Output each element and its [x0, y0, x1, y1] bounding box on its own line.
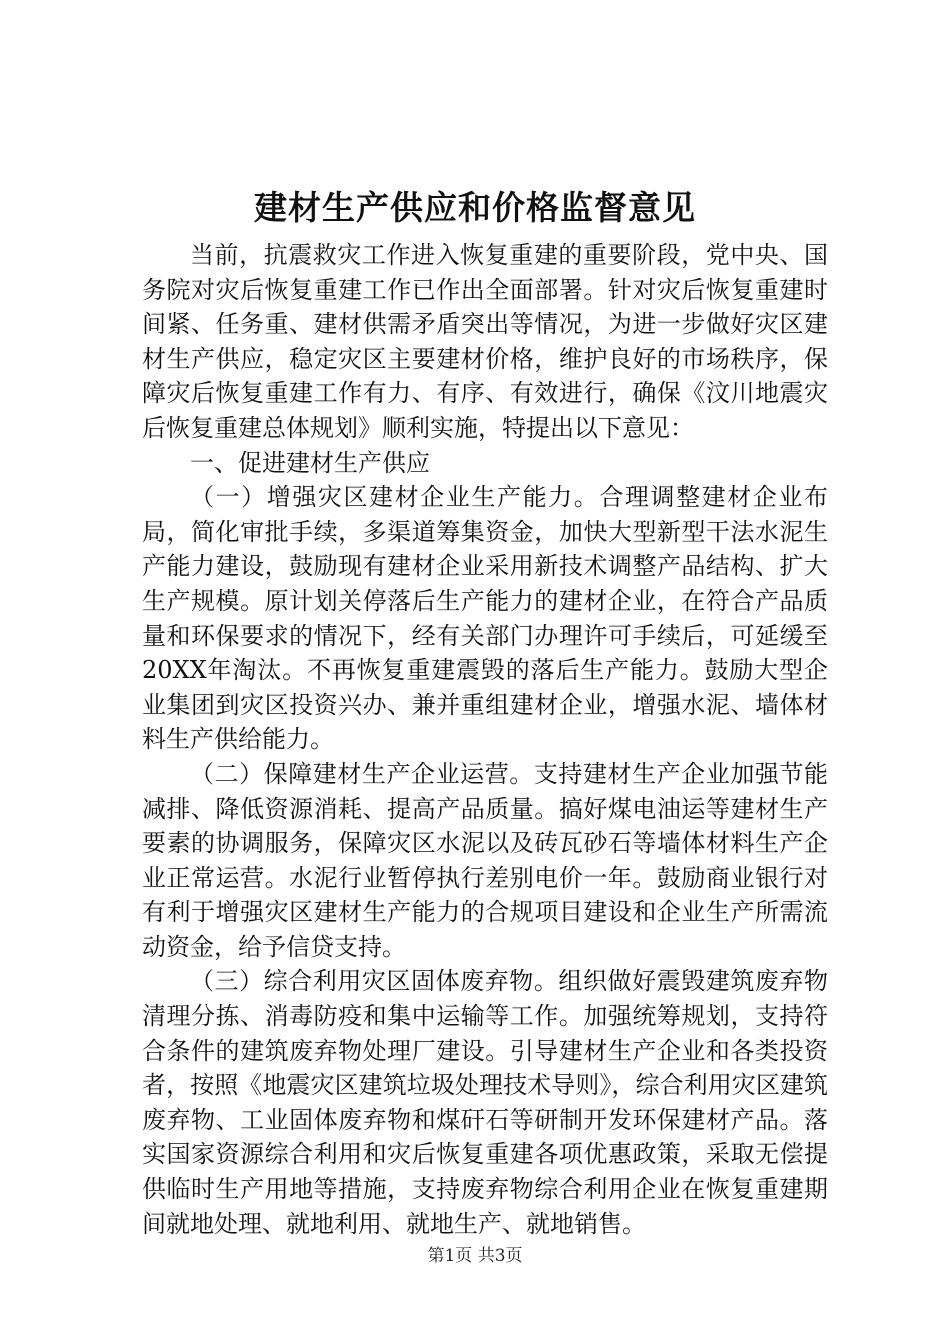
paragraph-item-3: （三）综合利用灾区固体废弃物。组织做好震毁建筑废弃物清理分拣、消毒防疫和集中运输等工作。加强统筹规划，支持符合条件的建筑废弃物处理厂建设。引导建材生产企业和各类投资者，按照《地震灾区建筑垃圾处理技术导则》，综合利用灾区建筑废弃物、工业固体废弃物和煤矸石等研制开发环保建材产品。落实国家资源综合利用和灾后恢复重建各项优惠政策，采取无偿提供临时生产用地等措施，支持废弃物综合利用企业在恢复重建期间就地处理、就地利用、就地生产、就地销售。	[142, 967, 828, 1238]
paragraph-intro: 当前，抗震救灾工作进入恢复重建的重要阶段，党中央、国务院对灾后恢复重建工作已作出全面部署。针对灾后恢复重建时间紧、任务重、建材供需矛盾突出等情况，为进一步做好灾区建材生产供应，稳定灾区主要建材价格，维护良好的市场秩序，保障灾后恢复重建工作有力、有序、有效进行，确保《汶川地震灾后恢复重建总体规划》顺利实施，特提出以下意见：	[142, 241, 828, 442]
paragraph-item-1: （一）增强灾区建材企业生产能力。合理调整建材企业布局，简化审批手续，多渠道筹集资金，加快大型新型干法水泥生产能力建设，鼓励现有建材企业采用新技术调整产品结构、扩大生产规模。原计划关停落后生产能力的建材企业，在符合产品质量和环保要求的情况下，经有关部门办理许可手续后，可延缓至20XX年淘汰。不再恢复重建震毁的落后生产能力。鼓励大型企业集团到灾区投资兴办、兼并重组建材企业，增强水泥、墙体材料生产供给能力。	[142, 483, 828, 754]
section-heading-1: 一、促进建材生产供应	[190, 448, 430, 477]
document-body	[142, 238, 828, 1241]
document-title: 建材生产供应和价格监督意见	[254, 188, 696, 227]
paragraph-item-2: （二）保障建材生产企业运营。支持建材生产企业加强节能减排、降低资源消耗、提高产品质量。搞好煤电油运等建材生产要素的协调服务，保障灾区水泥以及砖瓦砂石等墙体材料生产企业正常运营。水泥行业暂停执行差别电价一年。鼓励商业银行对有利于增强灾区建材生产能力的合规项目建设和企业生产所需流动资金，给予信贷支持。	[142, 759, 828, 961]
page-footer: 第1页 共3页	[427, 1246, 523, 1266]
